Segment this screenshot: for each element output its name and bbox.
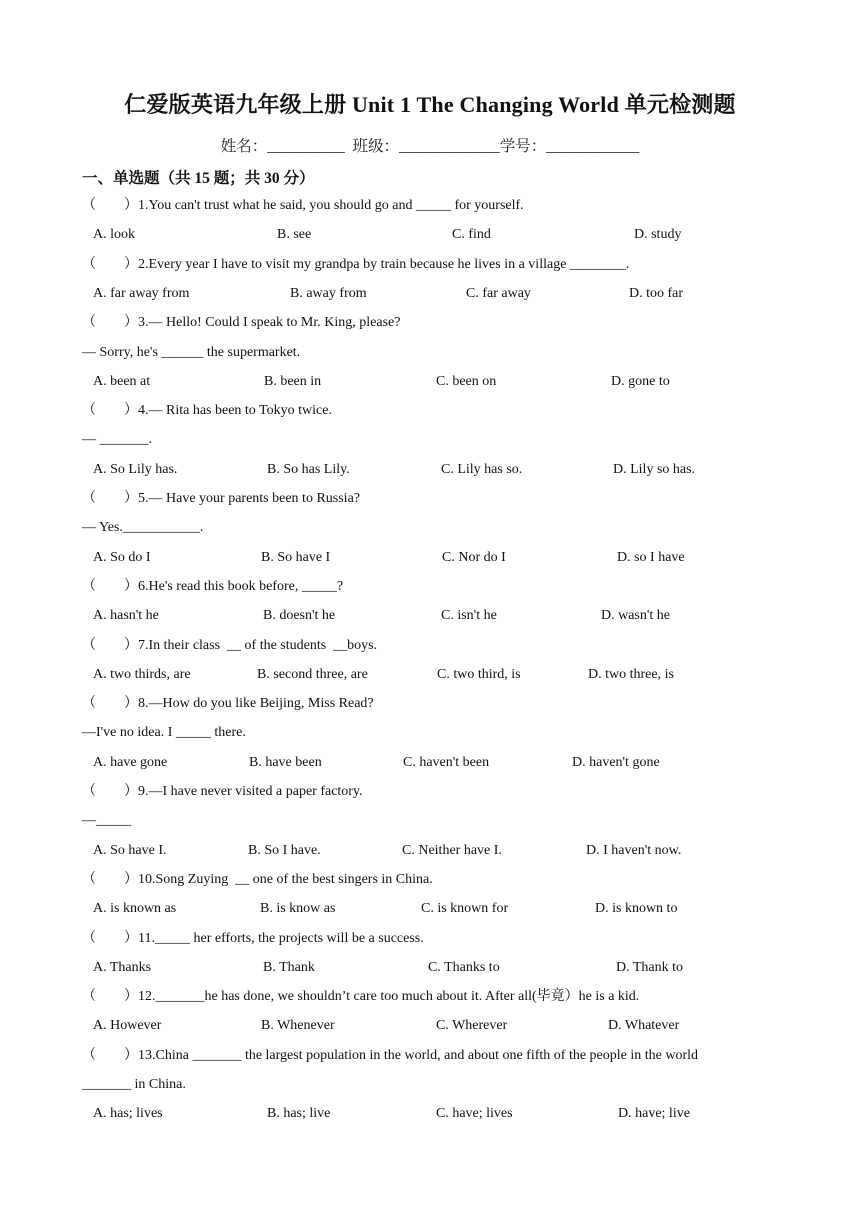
option-c[interactable]: C. Neither have I.	[402, 842, 502, 858]
question-stem: （ ）13.China _______ the largest population in the world, and about one fifth of the people in the world	[82, 1047, 699, 1063]
answer-options	[93, 753, 773, 773]
option-a[interactable]: A. So have I.	[93, 842, 167, 858]
option-d[interactable]: D. two three, is	[588, 666, 674, 682]
option-b[interactable]: B. is know as	[260, 901, 336, 917]
answer-options	[93, 548, 773, 568]
section-heading: 一、单选题（共 15 题；共 30 分）	[82, 170, 315, 187]
answer-options	[93, 1016, 773, 1036]
option-b[interactable]: B. away from	[290, 285, 367, 301]
option-b[interactable]: B. second three, are	[257, 666, 368, 682]
answer-options	[93, 606, 773, 626]
option-a[interactable]: A. far away from	[93, 285, 190, 301]
option-a[interactable]: A. So Lily has.	[93, 461, 178, 477]
option-d[interactable]: D. gone to	[611, 373, 670, 389]
question-line: — Yes.___________.	[82, 520, 204, 536]
answer-options	[93, 899, 773, 919]
option-d[interactable]: D. is known to	[595, 901, 678, 917]
option-c[interactable]: C. Nor do I	[442, 549, 506, 565]
option-b[interactable]: B. doesn't he	[263, 608, 336, 624]
option-d[interactable]: D. Thank to	[616, 959, 684, 975]
question-stem: （ ）2.Every year I have to visit my grandpa by train because he lives in a village ________.	[82, 256, 630, 272]
answer-options	[93, 372, 773, 392]
option-b[interactable]: B. Thank	[263, 959, 315, 975]
option-c[interactable]: C. two third, is	[437, 666, 521, 682]
answer-options	[93, 225, 773, 245]
option-d[interactable]: D. haven't gone	[572, 754, 660, 770]
option-a[interactable]: A. been at	[93, 373, 151, 389]
option-c[interactable]: C. been on	[436, 373, 497, 389]
question-stem: （ ）9.—I have never visited a paper factory.	[82, 784, 363, 799]
question-line: —I've no idea. I _____ there.	[82, 725, 246, 741]
option-b[interactable]: B. Whenever	[261, 1018, 335, 1034]
answer-options	[93, 841, 773, 861]
option-a[interactable]: A. have gone	[93, 754, 168, 770]
option-a[interactable]: A. However	[93, 1018, 162, 1034]
question-stem: （ ）1.You can't trust what he said, you should go and _____ for yourself.	[82, 198, 524, 213]
option-a[interactable]: A. has; lives	[93, 1106, 163, 1122]
id-blank: ____________	[546, 138, 640, 155]
option-d[interactable]: D. study	[634, 227, 682, 243]
question-stem: （ ）8.—How do you like Beijing, Miss Read?	[82, 696, 374, 712]
option-c[interactable]: C. Thanks to	[428, 959, 500, 975]
question-line: — Sorry, he's ______ the supermarket.	[82, 344, 301, 360]
option-a[interactable]: A. is known as	[93, 901, 177, 917]
option-a[interactable]: A. So do I	[93, 549, 151, 565]
question-stem: （ ）6.He's read this book before, _____?	[82, 578, 344, 594]
option-c[interactable]: C. have; lives	[436, 1106, 513, 1122]
option-c[interactable]: C. find	[452, 227, 491, 243]
class-label: 班级：	[344, 138, 399, 155]
option-b[interactable]: B. So have I	[261, 549, 331, 565]
question-line: — _______.	[82, 432, 152, 448]
question-line: _______ in China.	[82, 1077, 186, 1092]
class-blank: _____________	[399, 138, 500, 155]
option-b[interactable]: B. been in	[264, 373, 322, 389]
option-b[interactable]: B. So I have.	[248, 842, 321, 858]
question-stem: （ ）12._______he has done, we shouldn’t care too much about it. After all(毕竟）he is a kid.	[82, 989, 640, 1005]
option-b[interactable]: B. see	[277, 227, 312, 243]
question-stem: （ ）5.— Have your parents been to Russia?	[82, 491, 360, 506]
student-info-line	[0, 134, 860, 156]
option-d[interactable]: D. so I have	[617, 549, 685, 565]
question-stem: （ ）3.— Hello! Could I speak to Mr. King, please?	[82, 315, 401, 331]
option-b[interactable]: B. So has Lily.	[267, 461, 350, 477]
option-a[interactable]: A. look	[93, 227, 135, 243]
question-line: —_____	[82, 813, 131, 829]
question-stem: （ ）7.In their class __ of the students __boys.	[82, 637, 378, 653]
option-a[interactable]: A. Thanks	[93, 959, 152, 975]
question-stem: （ ）4.— Rita has been to Tokyo twice.	[82, 403, 332, 419]
answer-options	[93, 1104, 773, 1124]
option-d[interactable]: D. I haven't now.	[586, 842, 682, 858]
name-blank: __________	[267, 138, 345, 155]
option-a[interactable]: A. two thirds, are	[93, 666, 191, 682]
option-d[interactable]: D. Whatever	[608, 1018, 680, 1034]
name-label: 姓名：	[220, 138, 268, 155]
answer-options	[93, 284, 773, 304]
option-a[interactable]: A. hasn't he	[93, 608, 159, 624]
option-d[interactable]: D. have; live	[618, 1106, 690, 1122]
option-d[interactable]: D. Lily so has.	[613, 461, 696, 477]
option-c[interactable]: C. haven't been	[403, 754, 490, 770]
option-c[interactable]: C. is known for	[421, 901, 509, 917]
id-label: 学号：	[499, 138, 547, 155]
document-title: 仁爱版英语九年级上册 Unit 1 The Changing World 单元检测题	[124, 92, 736, 117]
answer-options	[93, 958, 773, 978]
option-b[interactable]: B. have been	[249, 754, 322, 770]
answer-options	[93, 460, 773, 480]
option-c[interactable]: C. isn't he	[441, 608, 497, 624]
option-d[interactable]: D. wasn't he	[601, 608, 671, 624]
option-c[interactable]: C. Lily has so.	[441, 461, 523, 477]
option-d[interactable]: D. too far	[629, 285, 684, 301]
answer-options	[93, 665, 773, 685]
option-c[interactable]: C. far away	[466, 285, 531, 301]
question-stem: （ ）10.Song Zuying __ one of the best singers in China.	[82, 871, 433, 887]
option-b[interactable]: B. has; live	[267, 1106, 331, 1122]
question-stem: （ ）11._____ her efforts, the projects will be a success.	[82, 930, 424, 946]
option-c[interactable]: C. Wherever	[436, 1018, 508, 1034]
